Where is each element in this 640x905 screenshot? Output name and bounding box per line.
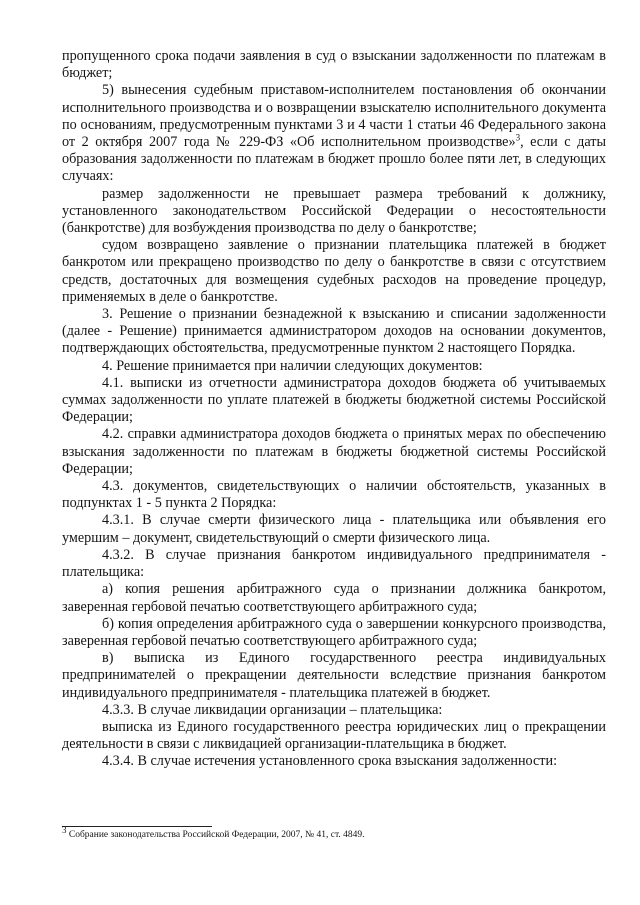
paragraph: выписка из Единого государственного реестра юридических лиц о прекращении деятельности в связи с ликвидацией организации-плательщика в бюджет. xyxy=(62,718,606,753)
document-body xyxy=(62,48,606,771)
paragraph: б) копия определения арбитражного суда о завершении конкурсного производства, заверенная гербовой печатью соответствующего арбитражного суда; xyxy=(62,615,606,649)
paragraph: а) копия решения арбитражного суда о признании должника банкротом, заверенная гербовой печатью соответствующего арбитражного суда; xyxy=(62,581,606,615)
footnote-marker: 3 xyxy=(62,824,67,835)
paragraph: 4.2. справки администратора доходов бюджета о принятых мерах по обеспечению взыскания задолженности по платежам в бюджеты бюджетной системы Российской Федерации; xyxy=(62,426,606,477)
footnote xyxy=(62,824,602,841)
paragraph-text: , если с даты образования задолженности по платежам в бюджет прошло более пяти лет, в следующих случаях: xyxy=(62,134,606,185)
paragraph: 3. Решение о признании безнадежной к взысканию и списании задолженности (далее - Решение) принимается администратором доходов на основании документов, подтверждающих обстоятельства, предусмотренные пунктом 2 настоящего Порядка. xyxy=(62,306,606,357)
paragraph: пропущенного срока подачи заявления в суд о взыскании задолженности по платежам в бюджет; xyxy=(62,48,606,82)
paragraph: 4.3.3. В случае ликвидации организации – плательщика: xyxy=(102,701,443,718)
paragraph: судом возвращено заявление о признании плательщика платежей в бюджет банкротом или прекращено производство по делу о банкротстве в связи с отсутствием средств, достаточных для возмещения судебных расходов на проведение процедур, применяемых в деле о банкротстве. xyxy=(62,237,606,305)
footnote-text: Собрание законодательства Российской Федерации, 2007, № 41, ст. 4849. xyxy=(68,830,365,840)
paragraph xyxy=(62,82,606,185)
footnote-separator xyxy=(62,826,212,827)
paragraph: 4.3.2. В случае признания банкротом индивидуального предпринимателя - плательщика: xyxy=(62,546,606,581)
paragraph: в) выписка из Единого государственного реестра индивидуальных предпринимателей о прекращении деятельности вследствие признания банкротом индивидуального предпринимателя - плательщика платежей в бюджет. xyxy=(62,650,606,701)
paragraph: 4.3. документов, свидетельствующих о наличии обстоятельств, указанных в подпунктах 1 - 5 пункта 2 Порядка: xyxy=(62,478,606,512)
paragraph-text: 5) вынесения судебным приставом-исполнителем постановления об окончании исполнительного производства и о возвращении взыскателю исполнительного документа по основаниям, предусмотренным пунктами 3 и 4 части 1 статьи 46 Федерального закона от 2 октября 2007 года № 229-ФЗ «Об исполнительном производстве» xyxy=(62,82,606,151)
paragraph: размер задолженности не превышает размера требований к должнику, установленного законодательством Российской Федерации о несостоятельности (банкротстве) для возбуждения производства по делу о банкротстве; xyxy=(62,185,606,237)
paragraph: 4.3.1. В случае смерти физического лица - плательщика или объявления его умершим – документ, свидетельствующий о смерти физического лица. xyxy=(62,512,606,546)
paragraph: 4. Решение принимается при наличии следующих документов: xyxy=(102,357,483,374)
paragraph: 4.3.4. В случае истечения установленного срока взыскания задолженности: xyxy=(102,753,558,770)
footnote-reference: 3 xyxy=(515,132,521,143)
paragraph: 4.1. выписки из отчетности администратора доходов бюджета об учитываемых суммах задолженности по уплате платежей в бюджеты бюджетной системы Российской Федерации; xyxy=(62,374,606,426)
